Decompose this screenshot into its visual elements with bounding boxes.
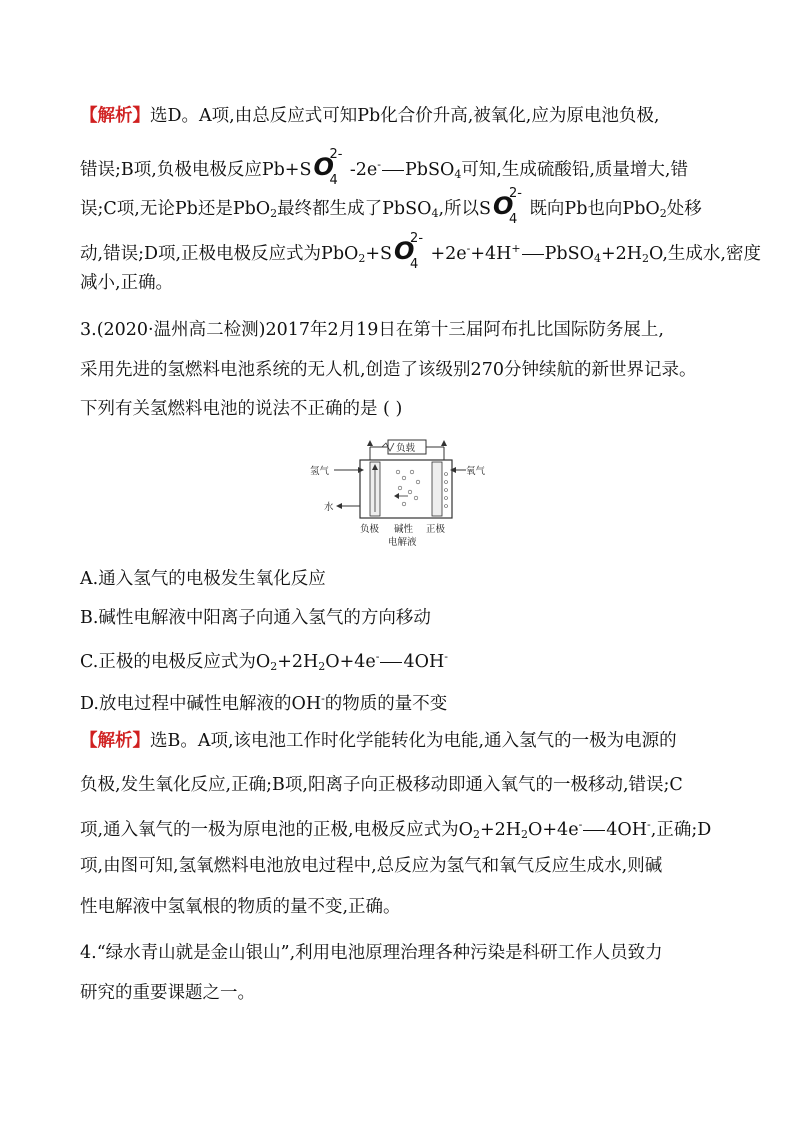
- analysis1-line3: 误;C项,无论Pb还是PbO$_2$最终都生成了PbSO$_4$,所以SO 2- 4 既向Pb也向PbO$_2$处移: [80, 186, 702, 227]
- analysis2-line3: 项,通入氧气的一极为原电池的正极,电极反应式为$O_2+2H_2O+4e^-$ 4OH-,正确;D: [80, 818, 712, 841]
- q3-line3: 下列有关氢燃料电池的说法不正确的是 ( ): [80, 399, 403, 419]
- q4-line2: 研究的重要课题之一。: [80, 983, 255, 1003]
- analysis2-line1: 【解析】选B。A项,该电池工作时化学能转化为电能,通入氢气的一极为电源的: [80, 731, 677, 751]
- fuel-cell-diagram: [308, 432, 492, 550]
- sulfate-ion: O 2- 4: [493, 186, 522, 227]
- analysis1-line5: 减小,正确。: [80, 273, 174, 293]
- negative-label: 负极: [360, 524, 380, 535]
- q3-line2: 采用先进的氢燃料电池系统的无人机,创造了该级别270分钟续航的新世界记录。: [80, 360, 697, 380]
- alkaline-label: 碱性: [394, 524, 414, 535]
- option-c: C.正极的电极反应式为$O_2+2H_2O+4e^-$ 4OH-: [80, 650, 448, 673]
- analysis1-line4: 动,错误;D项,正极电极反应式为PbO$_2$+SO 2- 4 +2e-+4H+ $PbSO_4+2H_2O$,生成水,密度: [80, 231, 761, 272]
- analysis2-line4: 项,由图可知,氢氧燃料电池放电过程中,总反应为氢气和氧气反应生成水,则碱: [80, 856, 663, 876]
- q4-line1: 4.“绿水青山就是金山银山”,利用电池原理治理各种污染是科研工作人员致力: [80, 943, 663, 963]
- analysis1-line1: 【解析】选D。A项,由总反应式可知Pb化合价升高,被氧化,应为原电池负极,: [80, 106, 660, 126]
- load-label: 负载: [396, 443, 416, 454]
- option-a: A.通入氢气的电极发生氧化反应: [80, 569, 326, 589]
- oxygen-label: 氧气: [466, 466, 486, 477]
- hydrogen-label: 氢气: [310, 466, 330, 477]
- sulfate-ion: O 2- 4: [394, 231, 424, 272]
- positive-electrode: [432, 462, 442, 516]
- sulfate-ion: O 2- 4: [313, 147, 343, 188]
- analysis2-line5: 性电解液中氢氧根的物质的量不变,正确。: [80, 897, 401, 917]
- positive-label: 正极: [426, 524, 446, 535]
- analysis2-line2: 负极,发生氧化反应,正确;B项,阳离子向正极移动即通入氧气的一极移动,错误;C: [80, 775, 683, 795]
- electrolyte-label: 电解液: [388, 537, 417, 548]
- arrow-up: [441, 440, 447, 446]
- q3-line1: 3.(2020·温州高二检测)2017年2月19日在第十三届阿布扎比国际防务展上,: [80, 320, 664, 340]
- analysis1-line2: 错误;B项,负极电极反应Pb+SO 2- 4 -2e- PbSO$_4$可知,生成硫酸铅,质量增大,错: [80, 147, 688, 188]
- analysis-tag: 【解析】: [80, 106, 150, 126]
- analysis-tag: 【解析】: [80, 731, 150, 751]
- option-b: B.碱性电解液中阳离子向通入氢气的方向移动: [80, 608, 431, 628]
- water-label: 水: [324, 502, 334, 513]
- arrow-up: [367, 440, 373, 446]
- option-d: D.放电过程中碱性电解液的OH-的物质的量不变: [80, 692, 448, 714]
